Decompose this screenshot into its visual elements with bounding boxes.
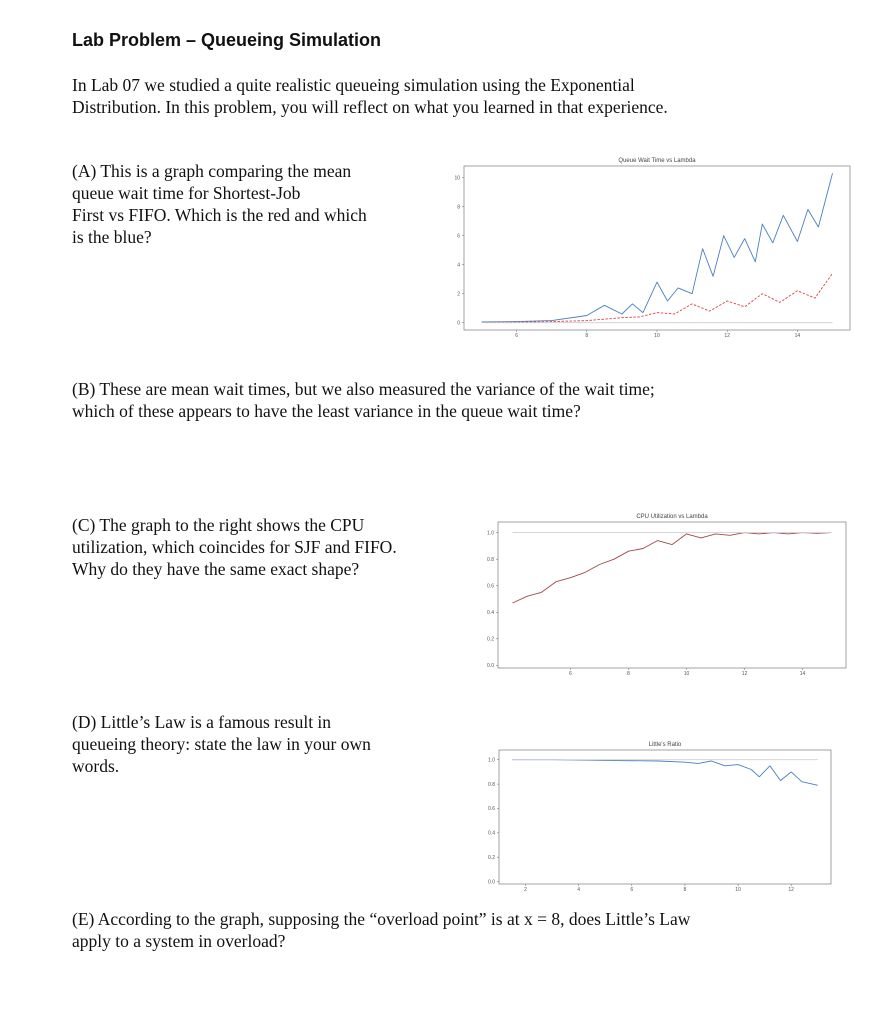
question-c [72, 514, 397, 580]
y-tick-label: 4 [457, 262, 460, 269]
chart-title: CPU Utilization vs Lambda [636, 514, 708, 520]
cpu-utilization-chart [480, 510, 855, 685]
x-tick-label: 14 [794, 333, 801, 339]
question-a-line: queue wait time for Shortest-Job [72, 183, 301, 203]
y-tick-label: 8 [457, 204, 460, 211]
y-tick-label: 0.8 [488, 781, 495, 788]
x-tick-label: 6 [515, 333, 519, 339]
y-tick-label: 2 [457, 291, 460, 298]
x-tick-label: 12 [724, 333, 730, 339]
y-tick-label: 0.4 [488, 830, 495, 837]
y-tick-label: 0 [457, 320, 460, 327]
question-a-line: (A) This is a graph comparing the mean [72, 161, 352, 181]
littles-ratio-chart [483, 738, 838, 898]
question-c-line: Why do they have the same exact shape? [72, 559, 360, 579]
page-title: Lab Problem – Queueing Simulation [72, 30, 382, 50]
question-d-line: queueing theory: state the law in your own [72, 734, 371, 754]
y-tick-label: 6 [457, 233, 460, 240]
y-tick-label: 10 [454, 175, 460, 182]
intro-line: In Lab 07 we studied a quite realistic queueing simulation using the Exponential [72, 75, 635, 95]
y-tick-label: 0.8 [487, 556, 494, 563]
question-d [72, 711, 371, 777]
question-d-line: words. [72, 756, 120, 776]
x-tick-label: 2 [524, 887, 527, 893]
cpu-utilization-chart-svg [480, 510, 855, 685]
x-tick-label: 10 [654, 333, 660, 339]
question-a-line: is the blue? [72, 227, 152, 247]
y-tick-label: 0.2 [487, 636, 494, 643]
y-tick-label: 0.6 [488, 806, 495, 813]
x-tick-label: 14 [799, 671, 806, 677]
chart-title: Queue Wait Time vs Lambda [618, 158, 696, 164]
intro-line: Distribution. In this problem, you will reflect on what you learned in that experience. [72, 97, 668, 117]
x-tick-label: 10 [683, 671, 690, 677]
x-tick-label: 6 [630, 887, 634, 893]
question-a-line: First vs FIFO. Which is the red and which [72, 205, 367, 225]
queue-wait-chart [450, 150, 860, 345]
y-tick-label: 1.0 [488, 757, 495, 764]
question-b-line: (B) These are mean wait times, but we also measured the variance of the wait time; [72, 379, 655, 399]
series-line-red [482, 273, 833, 322]
x-tick-label: 12 [741, 671, 748, 677]
y-tick-label: 0.6 [487, 583, 494, 590]
littles-ratio-chart-svg [483, 738, 838, 898]
y-tick-label: 0.4 [487, 609, 494, 616]
series-line-ratio [512, 760, 817, 786]
question-c-line: utilization, which coincides for SJF and FIFO. [72, 537, 397, 557]
x-tick-label: 6 [569, 671, 572, 677]
x-tick-label: 8 [627, 671, 630, 677]
queue-wait-chart-svg [450, 150, 860, 345]
question-b-line: which of these appears to have the least variance in the queue wait time? [72, 401, 581, 421]
x-tick-label: 4 [577, 887, 581, 893]
chart-title: Little's Ratio [648, 742, 682, 748]
intro-paragraph [72, 74, 668, 118]
plot-frame [498, 522, 846, 668]
y-tick-label: 1.0 [487, 530, 494, 537]
x-tick-label: 8 [683, 887, 687, 893]
question-e-line: (E) According to the graph, supposing the “overload point” is at x = 8, does Little’s Law [72, 909, 691, 929]
question-b [72, 378, 655, 422]
x-tick-label: 10 [735, 887, 741, 893]
y-tick-label: 0.2 [488, 854, 495, 861]
y-tick-label: 0.0 [487, 663, 494, 670]
x-tick-label: 12 [788, 887, 794, 893]
y-tick-label: 0.0 [488, 879, 495, 886]
x-tick-label: 8 [585, 333, 589, 339]
plot-frame [464, 166, 850, 330]
question-d-line: (D) Little’s Law is a famous result in [72, 712, 332, 732]
question-e [72, 908, 690, 952]
question-a [72, 160, 367, 248]
series-line-utilization [513, 533, 832, 603]
question-c-line: (C) The graph to the right shows the CPU [72, 515, 365, 535]
series-line-blue [482, 173, 833, 322]
question-e-line: apply to a system in overload? [72, 931, 286, 951]
plot-frame [499, 750, 831, 884]
